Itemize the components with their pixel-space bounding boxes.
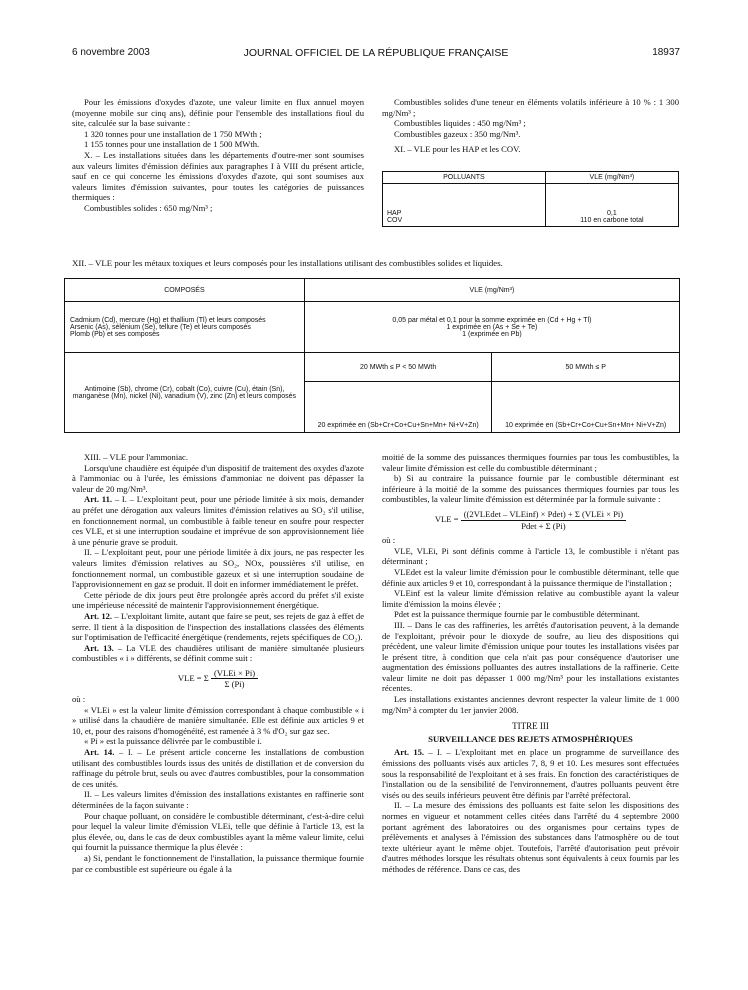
paragraph: Combustibles solides d'une teneur en éléments volatils inférieure à 10 % : 1 300 mg/Nm³ ; xyxy=(382,97,679,118)
formula-denominator: Pdet + Σ (Pi) xyxy=(521,520,566,531)
page-header xyxy=(72,47,680,61)
power-range-cell: 50 MWth ≤ P xyxy=(492,353,680,382)
article-13 xyxy=(72,643,364,664)
paragraph: II. – L'exploitant peut, pour une période limitée à dix jours, ne pas respecter les valeurs limites d'émission relatives au SO₂, NOx, poussières s'il utilise, en fonctionnement normal, un combustible gazeux et si une interruption soudaine de l'approvisionnement en gaz se produit. Il doit en informer immédiatement le préfet. xyxy=(72,547,364,590)
paragraph: moitié de la somme des puissances thermiques fournies par tous les combustibles, la valeur limite d'émission est celle du combustible déterminant ; xyxy=(382,452,679,473)
vle-value: 0,1 xyxy=(607,210,617,217)
vle-value: 0,05 par métal et 0,1 pour la somme exprimée en (Cd + Hg + Tl) xyxy=(392,316,592,324)
paragraph: b) Si au contraire la puissance fournie par le combustible déterminant est inférieure à la moitié de la somme des puissances thermiques fournies par tous les combustibles, la valeur limite d'émission est déterminée par la formule suivante : xyxy=(382,473,679,505)
paragraph: Combustibles solides : 650 mg/Nm³ ; xyxy=(84,202,213,213)
compound-label: Cadmium (Cd), mercure (Hg) et thallium (Tl) et leurs composés xyxy=(70,316,266,324)
vle-value: 20 exprimée en (Sb+Cr+Co+Cu+Sn+Mn+ Ni+V+Zn) xyxy=(304,382,492,433)
paragraph: où : xyxy=(72,694,86,705)
paragraph: Combustibles gazeux : 350 mg/Nm³. xyxy=(394,128,521,139)
pollutant-label: HAP xyxy=(387,210,402,217)
table-cell xyxy=(304,302,679,353)
article-11 xyxy=(72,494,364,547)
paragraph: Lorsqu'une chaudière est équipée d'un dispositif de traitement des oxydes d'azote à l'ammoniac ou à l'urée, les émissions d'ammoniac ne doivent pas dépasser la valeur de 20 mg/Nm³. xyxy=(72,462,364,494)
paragraph: « VLEi » est la valeur limite d'émission correspondant à chaque combustible « i » utilisé dans la chaudière de manière simultanée. Elle est définie aux articles 9 et 10, et, pour des raisons d'homogénéité, est ramenée à 3 % d'O₂ sur gaz sec. xyxy=(72,704,364,736)
paragraph: Les installations existantes anciennes devront respecter la valeur limite de 1 000 mg/Nm³ à compter du 1er janvier 2008. xyxy=(382,694,679,715)
top-right-column xyxy=(382,97,679,155)
article-15 xyxy=(382,747,679,800)
formula-vle-refinery xyxy=(382,509,679,531)
section-12-title: XII. – VLE pour les métaux toxiques et leurs composés pour les installations utilisant des combustibles solides et liquides. xyxy=(72,258,503,268)
table-header-cell: VLE (mg/Nm³) xyxy=(304,279,679,302)
article-text: – L'exploitant limite, autant que faire se peut, ses rejets de gaz à effet de serre. Il tient à la disposition de l'inspection des installations classées des éléments sur l'optimisation de l'efficacité énergétique (rendements, rejets spécifiques de CO₂). xyxy=(72,610,365,643)
paragraph: Pdet est la puissance thermique fournie par le combustible déterminant. xyxy=(394,609,640,620)
header-journal-title: JOURNAL OFFICIEL DE LA RÉPUBLIQUE FRANÇAISE xyxy=(243,47,509,59)
title-heading: TITRE III xyxy=(512,721,549,732)
paragraph: « Pi » est la puissance délivrée par le combustible i. xyxy=(84,736,262,747)
paragraph: XIII. – VLE pour l'ammoniac. xyxy=(84,452,189,462)
vle-value: 10 exprimée en (Sb+Cr+Co+Cu+Sn+Mn+ Ni+V+Zn) xyxy=(492,382,680,433)
compound-label: Plomb (Pb) et ses composés xyxy=(70,330,160,338)
article-text: – I. – L'exploitant met en place un programme de surveillance des émissions des polluants visés aux articles 7, 8, 9 et 10. Les mesures sont effectuées sous la responsabilité de l'exploitant et à ses frais. En fonction des caractéristiques de l'installation ou de la sensibilité de l'environnement, d'autres polluants peuvent être visés ou des seuils inférieurs peuvent être définis par l'arrêté préfectoral. xyxy=(382,747,680,800)
article-label: Art. 11. xyxy=(84,494,113,505)
table-cell xyxy=(545,184,678,227)
paragraph: Pour chaque polluant, on considère le combustible déterminant, c'est-à-dire celui pour lequel la valeur limite d'émission VLEi, telle que définie à l'article 13, est la plus élevée, ou, dans le cas de deux combustibles ayant la même valeur limite, celui qui fournit la puissance thermique la plus élevée : xyxy=(72,810,364,853)
title-subheading: SURVEILLANCE DES REJETS ATMOSPHÉRIQUES xyxy=(428,733,633,744)
paragraph: VLEinf est la valeur limite d'émission relative au combustible ayant la valeur limite d'émission la moins élevée ; xyxy=(382,588,679,609)
paragraph: II. – La mesure des émissions des polluants est faite selon les dispositions des normes en vigueur et notamment celles citées dans l'arrêté du 4 septembre 2000 portant agrément des laboratoires ou des organismes pour certains types de prélèvements et analyses à l'émission des substances dans l'atmosphère ou de tout texte ultérieur ayant le même objet. Toutefois, l'arrêté d'autorisation peut prévoir d'autres méthodes lorsque les résultats obtenus sont équivalents à ceux fournis par les méthodes de référence. Dans ce cas, des xyxy=(382,800,679,874)
bottom-right-column xyxy=(382,452,679,875)
pollutant-label: COV xyxy=(387,217,403,224)
compound-label: Arsenic (As), sélénium (Se), tellure (Te) et leurs composés xyxy=(70,323,251,331)
article-text: – I. – L'exploitant peut, pour une période limitée à six mois, demander au préfet une dérogation aux valeurs limites d'émission relatives au SO₂ s'il utilise, en fonctionnement normal, un combustible à faible teneur en soufre pour respecter ces VLE, et si une interruption soudaine et imprévue de son approvisionnement liée à une pénurie grave se produit. xyxy=(72,494,364,547)
vle-value: 1 (exprimée en Pb) xyxy=(462,330,522,338)
table-header-cell: COMPOSÉS xyxy=(65,279,305,302)
article-text: – I. – Le présent article concerne les installations de combustion utilisant des combustibles lourds issus des unités de distillation et de conversion du raffinage du pétrole brut, seuls ou avec d'autres combustibles, pour la consommation de ces unités. xyxy=(72,747,365,789)
table-cell xyxy=(65,302,305,353)
formula-denominator: Σ (Pi) xyxy=(224,679,245,690)
table-header-cell: POLLUANTS xyxy=(383,172,546,184)
paragraph: a) Si, pendant le fonctionnement de l'installation, la puissance thermique fournie par ce combustible est supérieure ou égale à la xyxy=(72,852,364,874)
article-12 xyxy=(72,611,364,643)
paragraph: Combustibles liquides : 450 mg/Nm³ ; xyxy=(394,118,526,129)
formula-fraction xyxy=(461,509,626,531)
top-left-column xyxy=(72,97,364,214)
formula-vle-sum xyxy=(72,668,364,690)
paragraph: III. – Dans le cas des raffineries, les arrêtés d'autorisation peuvent, à la demande de l'exploitant, prévoir pour le dioxyde de soufre, au lieu des dispositions qui précèdent, une valeur limite d'émission unique pour toutes les installations visées par le présent titre, à condition que cela n'ait pas pour conséquence d'autoriser une augmentation des émissions polluantes des autres installations de la raffinerie. Cette valeur limite ne doit pas dépasser 1 000 mg/Nm³ pour les installations existantes récentes. xyxy=(382,619,679,694)
formula-numerator: (VLEi × Pi) xyxy=(211,668,258,680)
vle-value: 110 en carbone total xyxy=(580,217,644,224)
paragraph: Cette période de dix jours peut être prolongée après accord du préfet s'il existe une impérieuse nécessité de maintenir l'approvisionnement énergétique. xyxy=(72,589,364,611)
section-heading: XI. – VLE pour les HAP et les COV. xyxy=(394,144,521,155)
article-text: – La VLE des chaudières utilisant de manière simultanée plusieurs combustibles « i » différents, se définit comme suit : xyxy=(72,642,365,664)
article-label: Art. 15. xyxy=(394,747,425,758)
hap-cov-table xyxy=(382,171,679,227)
paragraph: X. – Les installations situées dans les départements d'outre-mer sont soumises aux valeurs limites d'émission définies aux paragraphes I à VIII du présent article, sauf en ce qui concerne les émissions d'oxydes d'azote, qui sont soumises aux valeurs limites d'émission suivantes, pour toutes les catégories de puissances thermiques : xyxy=(72,149,364,203)
paragraph: VLEdet est la valeur limite d'émission pour le combustible déterminant, telle que définie aux articles 9 et 10, correspondant à la puissance thermique de l'installation ; xyxy=(382,566,679,588)
vle-value: 1 exprimée en (As + Se + Te) xyxy=(446,323,538,331)
paragraph: 1 320 tonnes pour une installation de 1 750 MWth ; xyxy=(84,128,262,139)
article-label: Art. 12. xyxy=(84,610,113,621)
article-label: Art. 14. xyxy=(84,747,115,758)
header-page-number: 18937 xyxy=(652,47,680,58)
paragraph: Pour les émissions d'oxydes d'azote, une valeur limite en flux annuel moyen (moyenne mobile sur cinq ans), définie pour l'ensemble des installations fioul du site, calculée sur la base suivante : xyxy=(72,97,364,129)
paragraph: VLE, VLEi, Pi sont définis comme à l'article 13, le combustible i n'étant pas déterminant ; xyxy=(382,545,679,567)
paragraph: 1 155 tonnes pour une installation de 1 500 MWth. xyxy=(84,139,260,150)
formula-fraction xyxy=(211,668,258,690)
article-label: Art. 13. xyxy=(84,642,114,653)
formula-lhs: VLE = Σ xyxy=(177,672,209,683)
formula-numerator: ((2VLEdet – VLEinf) × Pdet) + Σ (VLEi × Pi) xyxy=(461,509,626,521)
paragraph: où : xyxy=(382,535,396,546)
power-range-cell: 20 MWth ≤ P < 50 MWth xyxy=(304,353,492,382)
table-header-cell: VLE (mg/Nm³) xyxy=(545,172,678,184)
header-date: 6 novembre 2003 xyxy=(72,47,150,58)
bottom-left-column xyxy=(72,452,364,874)
paragraph: II. – Les valeurs limites d'émission des installations existantes en raffinerie sont déterminées de la façon suivante : xyxy=(72,789,364,810)
article-14 xyxy=(72,747,364,789)
formula-lhs: VLE = xyxy=(434,514,459,525)
metals-table xyxy=(64,278,680,433)
table-cell: Antimoine (Sb), chrome (Cr), cobalt (Co), cuivre (Cu), étain (Sn), manganèse (Mn), nickel (Ni), vanadium (V), zinc (Zn) et leurs composés xyxy=(65,353,305,433)
table-cell xyxy=(383,184,546,227)
